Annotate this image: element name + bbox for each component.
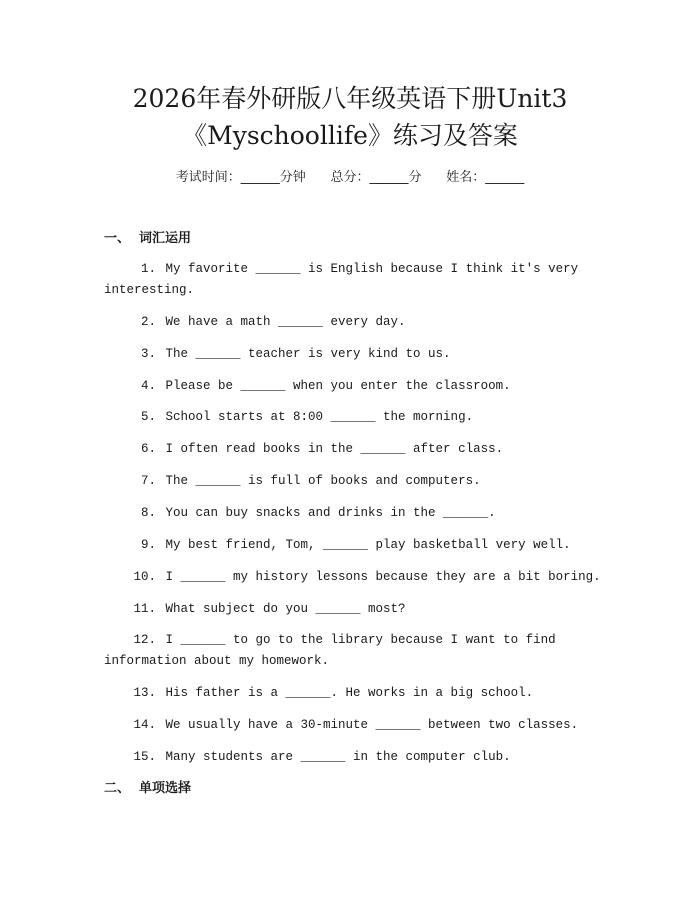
question-item [104,630,601,672]
question-text: I ______ to go to the library because I want to find information about my homework. [104,633,556,668]
question-item [104,535,601,556]
question-item [104,344,601,365]
question-item [104,747,601,768]
question-text: You can buy snacks and drinks in the ______. [165,506,496,520]
section-heading-multiple-choice: 二、 单项选择 [104,781,192,796]
exam-info-line: 考试时间：______分钟 总分：______分 姓名：______ [175,170,525,185]
question-item [104,407,601,428]
question-item [104,567,601,588]
question-text: What subject do you ______ most? [165,602,406,616]
question-number: 4. [140,379,156,393]
title-line-2: 《Myschoollife》练习及答案 [182,121,518,150]
question-item [104,471,601,492]
question-number: 10. [133,570,156,584]
question-number: 14. [133,718,156,732]
question-number: 12. [133,633,156,647]
question-text: I often read books in the ______ after class. [165,442,504,456]
question-item [104,259,601,301]
question-item [104,715,601,736]
question-text: I ______ my history lessons because they are a bit boring. [165,570,601,584]
question-text: My best friend, Tom, ______ play basketball very well. [165,538,571,552]
question-item [104,439,601,460]
question-number: 1. [140,262,156,276]
question-number: 5. [140,410,156,424]
question-item [104,599,601,620]
question-text: Many students are ______ in the computer club. [165,750,511,764]
question-item [104,312,601,333]
question-text: We usually have a 30-minute ______ between two classes. [165,718,579,732]
question-number: 3. [140,347,156,361]
question-number: 11. [133,602,156,616]
question-text: Please be ______ when you enter the classroom. [165,379,511,393]
question-text: His father is a ______. He works in a big school. [165,686,534,700]
question-number: 6. [140,442,156,456]
question-number: 15. [133,750,156,764]
question-text: School starts at 8:00 ______ the morning. [165,410,474,424]
question-number: 13. [133,686,156,700]
question-item [104,683,601,704]
question-text: We have a math ______ every day. [165,315,406,329]
section-heading-vocabulary: 一、 词汇运用 [104,231,192,246]
question-text: My favorite ______ is English because I think it's very interesting. [104,262,579,297]
question-number: 8. [140,506,156,520]
question-text: The ______ is full of books and computers. [165,474,481,488]
question-item [104,376,601,397]
question-text: The ______ teacher is very kind to us. [165,347,451,361]
question-number: 2. [140,315,156,329]
question-item [104,503,601,524]
question-number: 9. [140,538,156,552]
title-line-1: 2026年春外研版八年级英语下册Unit3 [132,84,568,113]
question-number: 7. [140,474,156,488]
